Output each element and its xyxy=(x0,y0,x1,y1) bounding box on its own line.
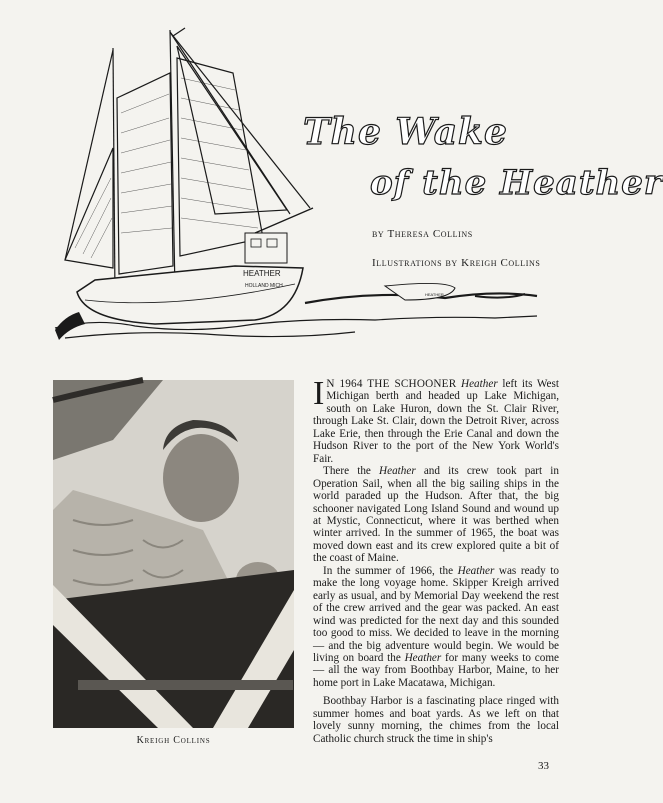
paragraph-4: Boothbay Harbor is a fascinating place ringed with summer homes and boat yards. As we left on that lovely sunny morning, the chimes from the local Catholic church struck the time in ship's xyxy=(313,695,559,745)
portrait-photo xyxy=(53,380,294,728)
page-number: 33 xyxy=(538,760,549,772)
drop-cap: I xyxy=(313,375,325,412)
paragraph-3 xyxy=(313,565,559,690)
ship-name: Heather xyxy=(379,465,416,478)
hull-name: HEATHER xyxy=(243,269,281,278)
hull-port: HOLLAND MICH xyxy=(245,283,283,289)
lead-in: N 1964 THE SCHOONER xyxy=(326,378,457,390)
article-title-line-1: The Wake xyxy=(303,111,508,153)
paragraph-2 xyxy=(313,465,559,565)
paragraph-text: There the xyxy=(323,465,380,478)
paragraph-1 xyxy=(313,375,559,465)
paragraph-text: for many weeks to come — all the way from Boothbay Harbor, Maine, to her home port in Lake Macatawa, Michigan. xyxy=(313,651,559,689)
article-title-line-2: of the Heather xyxy=(370,163,663,203)
ship-name: Heather xyxy=(461,378,498,390)
article-body xyxy=(313,375,559,745)
paragraph-text: was ready to make the long voyage home. Skipper Kreigh arrived early as usual, and by Memorial Day weekend the rest of the crew arrived and the gear was packed. An east wind was predicted for the next day and this sounded too good to miss. We decided to leave in the morning — and the big adventure would begin. We would be living on board the xyxy=(313,564,559,664)
ship-name: Heather xyxy=(457,564,495,577)
paragraph-text: In the summer of 1966, the xyxy=(323,564,458,577)
dinghy-name: HEATHER xyxy=(425,292,444,297)
paragraph-text: left its West Michigan berth and headed up Lake Michigan, south on Lake Huron, down the St. Clair River, through Lake St. Clair, down the Detroit River, across Lake Erie, then through the Erie Canal and down the Hudson River to the port of the New York World's Fair. xyxy=(313,378,559,465)
author-byline: by Theresa Collins xyxy=(372,228,473,240)
paragraph-text: and its crew took part in Operation Sail, when all the big sailing ships in the world paraded up the Hudson. After that, the big schooner navigated Long Island Sound and wound up at Mystic, Connecticut, where it was berthed when winter arrived. In the summer of 1965, the boat was moved down east and its crew explored quite a bit of the coast of Maine. xyxy=(313,465,559,565)
illustrator-credit: Illustrations by Kreigh Collins xyxy=(372,257,541,269)
photo-caption: Kreigh Collins xyxy=(136,735,211,746)
ship-name: Heather xyxy=(404,651,442,664)
